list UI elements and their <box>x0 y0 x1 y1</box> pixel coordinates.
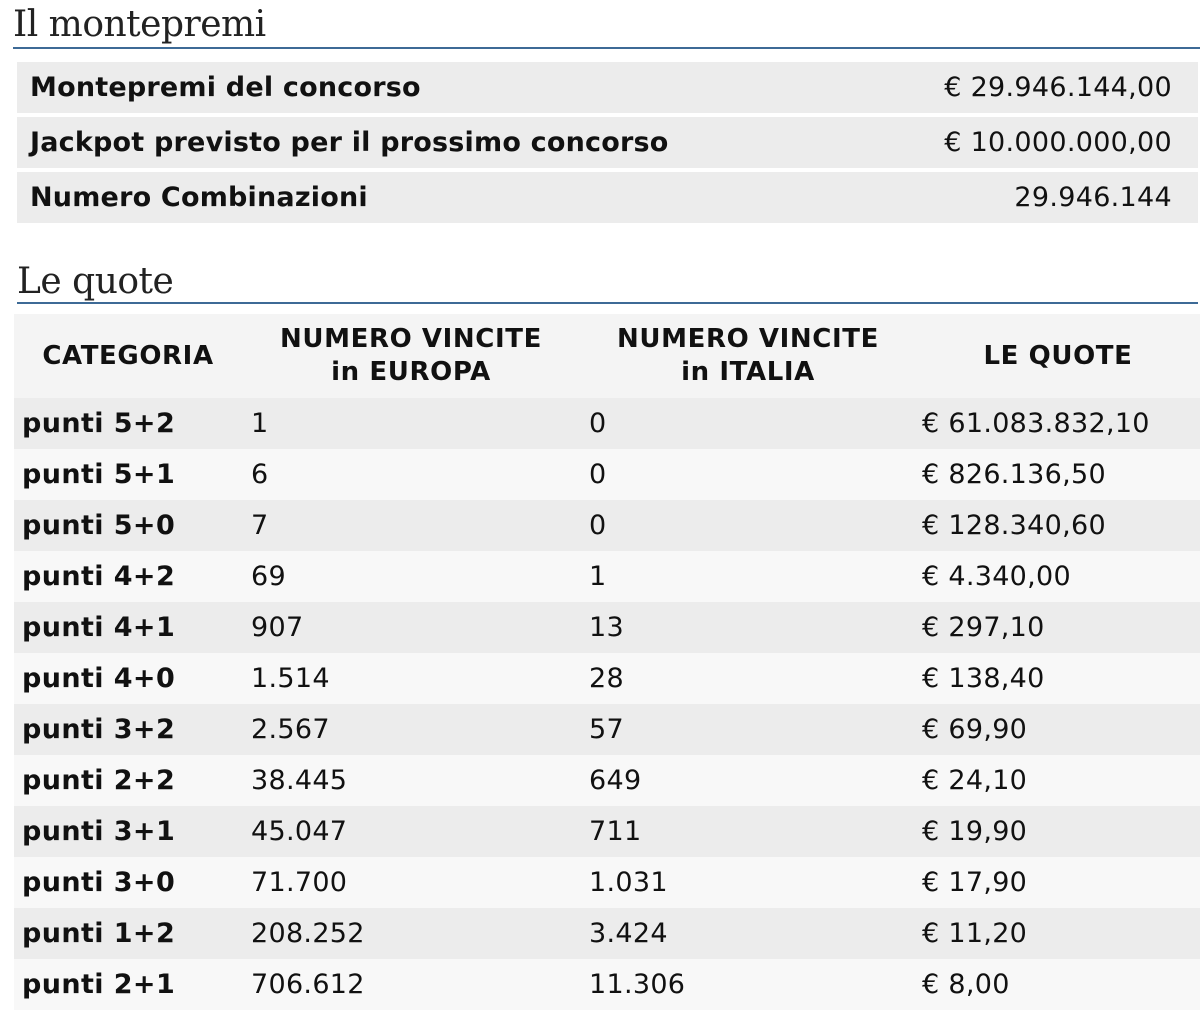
cell-vincite-italia: 1.031 <box>580 857 916 908</box>
cell-vincite-europa: 45.047 <box>242 806 580 857</box>
table-row <box>14 755 1200 806</box>
cell-categoria: punti 4+2 <box>14 551 242 602</box>
cell-quota: € 138,40 <box>916 653 1200 704</box>
cell-vincite-europa: 208.252 <box>242 908 580 959</box>
table-row <box>14 551 1200 602</box>
cell-vincite-italia: 0 <box>580 449 916 500</box>
cell-categoria: punti 3+1 <box>14 806 242 857</box>
cell-categoria: punti 5+2 <box>14 398 242 449</box>
header-italia-line2: in ITALIA <box>681 357 815 387</box>
header-quote-text: LE QUOTE <box>983 340 1133 371</box>
montepremi-summary <box>17 62 1198 227</box>
quote-table-body <box>14 398 1200 1010</box>
header-europa-line1: NUMERO VINCITE <box>280 324 542 354</box>
header-quote <box>916 314 1200 398</box>
cell-quota: € 19,90 <box>916 806 1200 857</box>
quote-table <box>14 314 1200 1010</box>
cell-quota: € 61.083.832,10 <box>916 398 1200 449</box>
table-row <box>14 908 1200 959</box>
table-row <box>14 500 1200 551</box>
cell-vincite-europa: 706.612 <box>242 959 580 1010</box>
cell-categoria: punti 4+0 <box>14 653 242 704</box>
cell-quota: € 17,90 <box>916 857 1200 908</box>
table-row <box>14 959 1200 1010</box>
cell-vincite-europa: 7 <box>242 500 580 551</box>
table-row <box>14 653 1200 704</box>
header-europa-line2: in EUROPA <box>331 357 491 387</box>
cell-vincite-italia: 28 <box>580 653 916 704</box>
cell-categoria: punti 3+0 <box>14 857 242 908</box>
cell-vincite-italia: 1 <box>580 551 916 602</box>
table-row <box>14 398 1200 449</box>
cell-categoria: punti 3+2 <box>14 704 242 755</box>
cell-vincite-italia: 11.306 <box>580 959 916 1010</box>
cell-vincite-italia: 649 <box>580 755 916 806</box>
summary-label: Jackpot previsto per il prossimo concorso <box>30 127 669 158</box>
cell-categoria: punti 5+0 <box>14 500 242 551</box>
montepremi-title: Il montepremi <box>13 4 266 45</box>
cell-vincite-italia: 57 <box>580 704 916 755</box>
table-row <box>14 449 1200 500</box>
header-italia-line1: NUMERO VINCITE <box>617 324 879 354</box>
cell-vincite-italia: 0 <box>580 500 916 551</box>
summary-row-montepremi <box>17 62 1198 113</box>
cell-quota: € 69,90 <box>916 704 1200 755</box>
cell-vincite-europa: 71.700 <box>242 857 580 908</box>
cell-quota: € 4.340,00 <box>916 551 1200 602</box>
cell-vincite-europa: 907 <box>242 602 580 653</box>
cell-vincite-europa: 1.514 <box>242 653 580 704</box>
summary-value: 29.946.144 <box>1014 182 1172 213</box>
cell-vincite-europa: 2.567 <box>242 704 580 755</box>
cell-vincite-europa: 1 <box>242 398 580 449</box>
cell-vincite-italia: 0 <box>580 398 916 449</box>
table-row <box>14 602 1200 653</box>
cell-categoria: punti 2+1 <box>14 959 242 1010</box>
cell-categoria: punti 1+2 <box>14 908 242 959</box>
summary-label: Numero Combinazioni <box>30 182 368 213</box>
quote-table-header <box>14 314 1200 398</box>
cell-vincite-europa: 38.445 <box>242 755 580 806</box>
quote-title: Le quote <box>17 261 174 302</box>
cell-categoria: punti 5+1 <box>14 449 242 500</box>
header-categoria <box>14 314 242 398</box>
cell-quota: € 128.340,60 <box>916 500 1200 551</box>
summary-row-combinazioni <box>17 172 1198 223</box>
header-categoria-text: CATEGORIA <box>42 340 214 371</box>
header-italia <box>580 314 916 398</box>
cell-categoria: punti 2+2 <box>14 755 242 806</box>
header-europa <box>242 314 580 398</box>
table-row <box>14 857 1200 908</box>
summary-value: € 29.946.144,00 <box>944 72 1172 103</box>
table-row <box>14 806 1200 857</box>
summary-row-jackpot <box>17 117 1198 168</box>
table-row <box>14 704 1200 755</box>
cell-quota: € 297,10 <box>916 602 1200 653</box>
quote-title-rule <box>17 302 1198 304</box>
cell-quota: € 24,10 <box>916 755 1200 806</box>
summary-label: Montepremi del concorso <box>30 72 421 103</box>
summary-value: € 10.000.000,00 <box>944 127 1172 158</box>
cell-quota: € 11,20 <box>916 908 1200 959</box>
cell-vincite-europa: 69 <box>242 551 580 602</box>
cell-quota: € 826.136,50 <box>916 449 1200 500</box>
cell-categoria: punti 4+1 <box>14 602 242 653</box>
cell-vincite-italia: 711 <box>580 806 916 857</box>
montepremi-title-rule <box>13 47 1200 49</box>
cell-vincite-italia: 3.424 <box>580 908 916 959</box>
cell-quota: € 8,00 <box>916 959 1200 1010</box>
cell-vincite-europa: 6 <box>242 449 580 500</box>
cell-vincite-italia: 13 <box>580 602 916 653</box>
